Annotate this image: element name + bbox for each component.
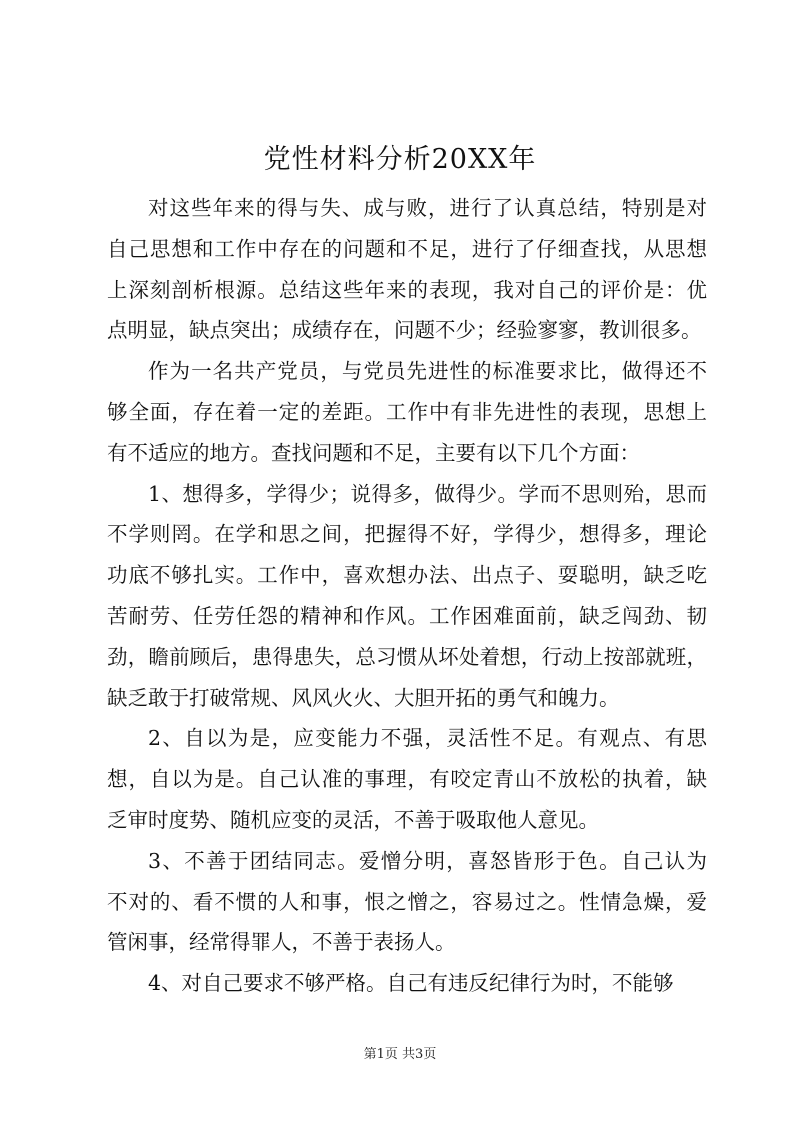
body-line: 作为一名共产党员，与党员先进性的标准要求比，做得还不 — [148, 359, 707, 384]
body-line: 不对的、看不惯的人和事，恨之憎之，容易过之。性情急燥，爱 — [107, 889, 707, 914]
document-title: 党性材料分析20XX年 — [263, 144, 537, 175]
body-line: 上深刻剖析根源。总结这些年来的表现，我对自己的评价是：优 — [107, 277, 707, 302]
body-line: 想，自以为是。自己认准的事理，有咬定青山不放松的执着，缺 — [107, 767, 707, 792]
body-line: 点明显，缺点突出；成绩存在，问题不少；经验寥寥，教训很多。 — [107, 318, 702, 343]
body-line: 2、自以为是，应变能力不强，灵活性不足。有观点、有思 — [148, 726, 707, 751]
document-body — [107, 188, 707, 1004]
body-line: 4、对自己要求不够严格。自己有违反纪律行为时，不能够 — [148, 971, 674, 996]
body-line: 缺乏敢于打破常规、风风火火、大胆开拓的勇气和魄力。 — [107, 685, 620, 710]
body-line: 管闲事，经常得罪人，不善于表扬人。 — [107, 930, 456, 955]
body-line: 自己思想和工作中存在的问题和不足，进行了仔细查找，从思想 — [107, 236, 707, 261]
body-line: 苦耐劳、任劳任怨的精神和作风。工作困难面前，缺乏闯劲、韧 — [107, 603, 707, 628]
body-line: 劲，瞻前顾后，患得患失，总习惯从坏处着想，行动上按部就班， — [107, 644, 707, 669]
body-line: 3、不善于团结同志。爱憎分明，喜怒皆形于色。自己认为 — [148, 848, 707, 873]
body-line: 乏审时度势、随机应变的灵活，不善于吸取他人意见。 — [107, 807, 599, 832]
body-line: 对这些年来的得与失、成与败，进行了认真总结，特别是对 — [148, 196, 707, 220]
body-line: 1、想得多，学得少；说得多，做得少。学而不思则殆，思而 — [148, 481, 707, 506]
page-footer: 第1页 共3页 — [363, 1047, 437, 1062]
body-line: 不学则罔。在学和思之间，把握得不好，学得少，想得多，理论 — [107, 522, 707, 547]
body-line: 够全面，存在着一定的差距。工作中有非先进性的表现，思想上 — [107, 399, 707, 424]
body-line: 功底不够扎实。工作中，喜欢想办法、出点子、耍聪明，缺乏吃 — [107, 563, 707, 588]
body-line: 有不适应的地方。查找问题和不足，主要有以下几个方面： — [107, 440, 640, 465]
